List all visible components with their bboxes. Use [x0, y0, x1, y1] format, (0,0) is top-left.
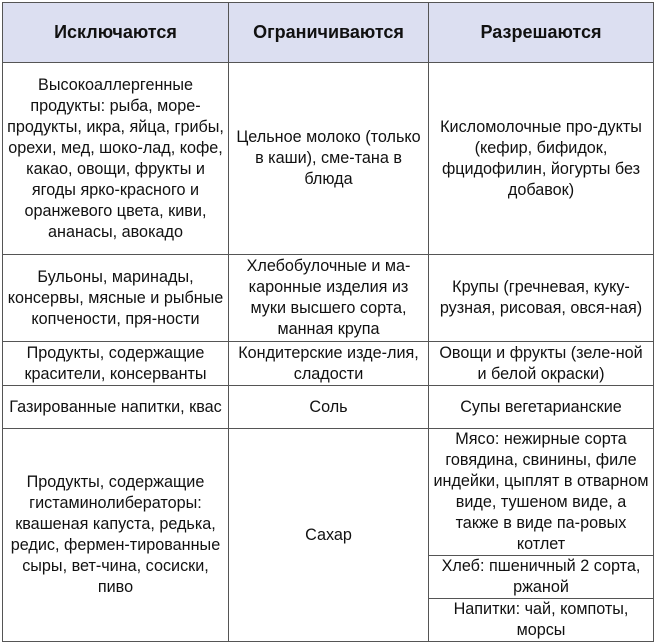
cell-excluded: Высокоаллергенные продукты: рыба, море-продукты, икра, яйца, грибы, орехи, мед, шоко-лад, кофе, какао, овощи, фрукты и ягоды ярко-красного и оранжевого цвета, киви, ананасы, авокадо: [3, 63, 229, 255]
table-row: [3, 255, 654, 342]
cell-limited: Сахар: [229, 429, 429, 642]
cell-allowed: Супы вегетарианские: [429, 386, 654, 429]
cell-excluded: Продукты, содержащие красители, консерванты: [3, 342, 229, 386]
cell-limited: Соль: [229, 386, 429, 429]
cell-allowed: Крупы (гречневая, куку-рузная, рисовая, овся-ная): [429, 255, 654, 342]
cell-allowed: Овощи и фрукты (зеле-ной и белой окраски): [429, 342, 654, 386]
cell-allowed-meat: Мясо: нежирные сорта говядина, свинины, филе индейки, цыплят в отварном виде, тушеном виде, а также в виде па-ровых котлет: [429, 429, 654, 556]
cell-excluded: Газированные напитки, квас: [3, 386, 229, 429]
cell-allowed: Кисломолочные про-дукты (кефир, бифидок, фцидофилин, йогурты без добавок): [429, 63, 654, 255]
table-row: [3, 342, 654, 386]
table-row: [3, 429, 654, 556]
cell-excluded: Продукты, содержащие гистаминолибераторы: квашеная капуста, редька, редис, фермен-тированные сыры, вет-чина, сосиски, пиво: [3, 429, 229, 642]
cell-limited: Цельное молоко (только в каши), сме-тана в блюда: [229, 63, 429, 255]
cell-limited: Кондитерские изде-лия, сладости: [229, 342, 429, 386]
table-row: [3, 386, 654, 429]
cell-excluded: Бульоны, маринады, консервы, мясные и рыбные копчености, пря-ности: [3, 255, 229, 342]
cell-limited: Хлебобулочные и ма-каронные изделия из муки высшего сорта, манная крупа: [229, 255, 429, 342]
cell-allowed-drinks: Напитки: чай, компоты, морсы: [429, 599, 654, 642]
table-row: [3, 63, 654, 255]
header-row: [3, 3, 654, 63]
cell-allowed-bread: Хлеб: пшеничный 2 сорта, ржаной: [429, 556, 654, 599]
header-allowed: Разрешаются: [429, 3, 654, 63]
diet-table: [2, 2, 654, 642]
header-excluded: Исключаются: [3, 3, 229, 63]
header-limited: Ограничиваются: [229, 3, 429, 63]
